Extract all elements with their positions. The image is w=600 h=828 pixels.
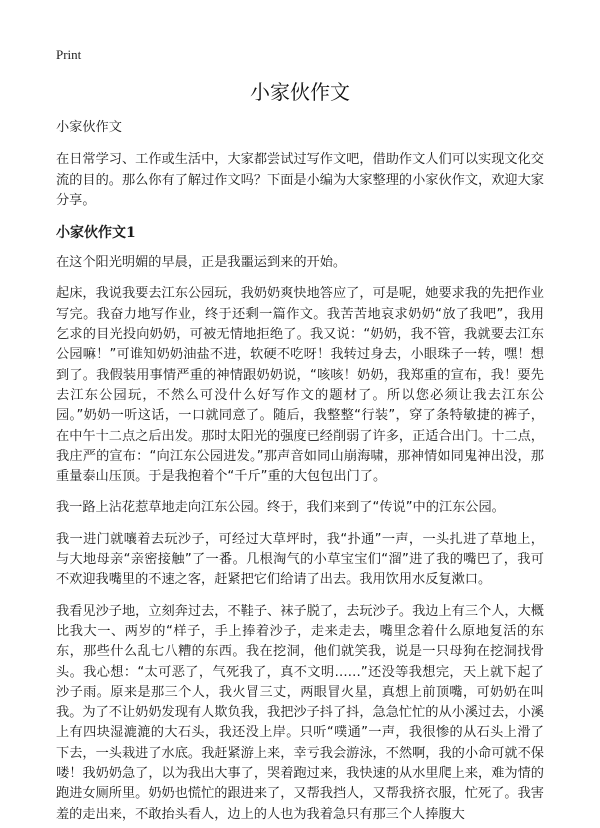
paragraph: 起床，我说我要去江东公园玩，我奶奶爽快地答应了，可是呢，她要求我的先把作业写完。我奋力地写作业，终于还剩一篇作文。我苦苦地哀求奶奶“放了我吧”，我用乞求的目光投向奶奶，可被无情地拒绝了。我又说：“奶奶，我不管，我就要去江东公园嘛！”可谁知奶奶油盐不进，软硬不吃呀！我转过身去，小眼珠子一转，嘿！想到了。我假装用事情严重的神情跟奶奶说，“咳咳！奶奶，我郑重的宣布，我！要先去江东公园玩，不然么可没什么好写作文的题材了。所以您必须让我去江东公园。”奶奶一听这话，一口就同意了。随后，我整整“行装”，穿了条特敏捷的裤子，在中午十二点之后出发。那时太阳光的强度已经削弱了许多，正适合出门。十二点，我庄严的宣布：“向江东公园进发。”那声音如同山崩海啸，那神情如同鬼神出没，那重量泰山压顶。于是我抱着个“千斤”重的大包包出门了。: [56, 286, 544, 485]
print-link[interactable]: Print: [56, 47, 82, 62]
page-title: 小家伙作文: [250, 80, 350, 104]
paragraph: 我看见沙子地，立刻奔过去，不鞋子、袜子脱了，去玩沙子。我边上有三个人，大概比我大一、两岁的“样子，手上捧着沙子，走来走去，嘴里念着什么原地复活的东东，那些什么乱七八糟的东西。我在挖洞，他们就笑我，说是一只母狗在挖洞找骨头。我心想：“太可恶了，气死我了，真不文明……”还没等我想完，天上就下起了沙子雨。原来是那三个人，我火冒三丈，两眼冒火星，真想上前顶嘴，可奶奶在叫我。为了不让奶奶发现有人欺负我，我把沙子抖了抖，急急忙忙的从小溪过去，小溪上有四块湿漉漉的大石头，我还没上岸。只听“噗通”一声，我很惨的从石头上滑了下去，一头栽进了水底。我赶紧游上来，幸亏我会游泳，不然啊，我的小命可就不保喽！我奶奶急了，以为我出大事了，哭着跑过来，我快速的从水里爬上来，难为情的跑进女厕所里。奶奶也慌忙的跟进来了，又帮我挡人，又帮我挤衣服，忙死了。我害羞的走出来，不敢抬头看人，边上的人也为我着急只有那三个人捧腹大: [56, 603, 544, 822]
paragraph: 我一进门就嚷着去玩沙子，可经过大草坪时，我“扑通”一声，一头扎进了草地上，与大地母亲“亲密接触”了一番。几根淘气的小草宝宝们“溜”进了我的嘴巴了，我可不欢迎我嘴里的不速之客，赶紧把它们给请了出去。我用饮用水反复漱口。: [56, 531, 544, 588]
article-body: [56, 118, 544, 828]
paragraph: 我一路上沾花惹草地走向江东公园。终于，我们来到了“传说”中的江东公园。: [56, 500, 505, 516]
article-subtitle: 小家伙作文: [56, 120, 122, 135]
section-heading: 小家伙作文1: [56, 225, 136, 242]
paragraph: 在这个阳光明媚的早晨，正是我噩运到来的开始。: [56, 255, 347, 271]
intro-paragraph: 在日常学习、工作或生活中，大家都尝试过写作文吧，借助作文人们可以实现文化交流的目的。那么你有了解过作文吗？下面是小编为大家整理的小家伙作文，欢迎大家分享。: [56, 152, 544, 208]
